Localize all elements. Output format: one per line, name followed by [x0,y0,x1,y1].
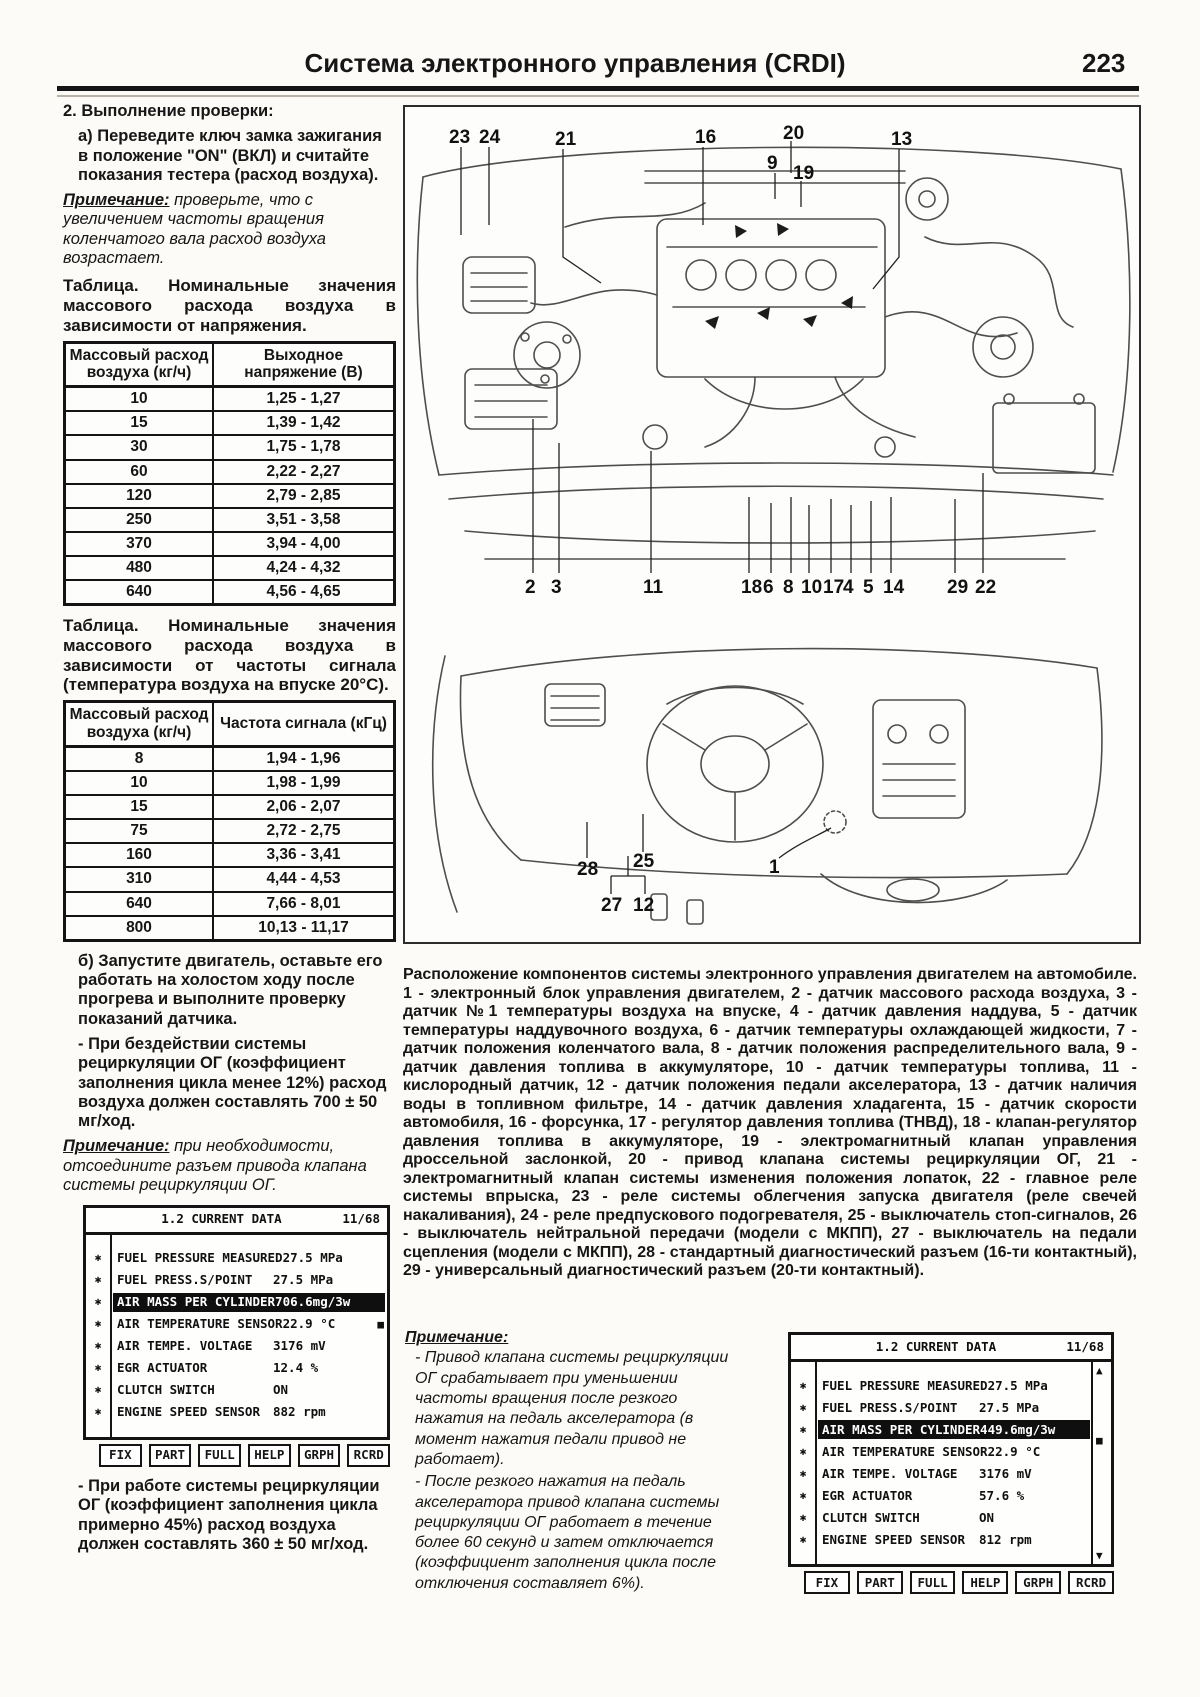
callout-number: 10 [801,577,823,598]
callout-number: 29 [947,577,969,598]
callout-number: 9 [767,153,778,174]
callout-number: 24 [479,127,501,148]
table-cell: 60 [65,460,214,484]
scan-softkey-row [99,1444,390,1467]
column-header: Массовый расход воздуха (кг/ч) [65,702,214,747]
parameter-value: ON [273,1382,289,1398]
callout-number: 21 [555,129,577,150]
scan-row-content [818,1376,1098,1395]
table-cell: 640 [65,892,214,916]
scan-data-row [791,1418,1089,1440]
table-cell: 3,94 - 4,00 [213,532,395,556]
table-cell: 2,72 - 2,75 [213,819,395,843]
softkey-fix: FIX [804,1571,850,1594]
parameter-value: 57.6 % [979,1487,1025,1503]
scan-data-row [86,1313,383,1335]
table-cell: 2,06 - 2,07 [213,795,395,819]
scan-row-content [818,1464,1089,1483]
table-header-row [65,702,395,747]
table-cell: 1,39 - 1,42 [213,411,395,435]
scroll-position-icon: ■ [377,1318,384,1332]
scan-row-content [113,1271,383,1290]
scan-data-row [791,1506,1089,1528]
callout-number: 6 [763,577,774,598]
softkey-rcrd: RCRD [347,1444,390,1467]
scan-data-row [791,1374,1089,1396]
list-divider-line [815,1362,817,1564]
table-cell: 2,79 - 2,85 [213,484,395,508]
callout-number: 12 [633,895,655,916]
scan-data-row [86,1357,383,1379]
table-row [65,532,395,556]
scan-row-content [113,1381,383,1400]
selected-marker-icon: ✱ [94,1316,102,1330]
scan-row-content [113,1315,393,1334]
parameter-value: 27.5 MPa [987,1377,1048,1393]
note-label: Примечание: [405,1329,509,1346]
parameter-name: CLUTCH SWITCH [117,1382,215,1398]
table-cell: 10 [65,771,214,795]
table-cell: 640 [65,580,214,605]
callout-number: 17 [823,577,845,598]
table-cell: 250 [65,508,214,532]
table-row [65,746,395,771]
table-cell: 1,94 - 1,96 [213,746,395,771]
left-column [63,102,396,1560]
parameter-value: 22.9 °C [987,1443,1041,1459]
table-cell: 4,24 - 4,32 [213,556,395,580]
table-row [65,771,395,795]
parameter-name: FUEL PRESSURE MEASURED [117,1250,283,1266]
note-item: - После резкого нажатия на педаль акселератора привод клапана системы рециркуляции ОГ работает в течение более 60 секунд и затем отключается (коэффициент заполнения цикла после отключения составляет 6%). [415,1473,720,1592]
scan-screen-title: 1.2 CURRENT DATA [161,1211,282,1227]
scan-row-content [113,1249,393,1268]
table-cell: 160 [65,843,214,867]
parameter-value: 449.6mg/3w [980,1421,1056,1437]
softkey-rcrd: RCRD [1068,1571,1114,1594]
table-cell: 120 [65,484,214,508]
scan-row-content [818,1442,1098,1461]
table-cell: 8 [65,746,214,771]
scan-row-content [818,1486,1089,1505]
callout-number: 25 [633,851,655,872]
selected-marker-icon: ✱ [94,1338,102,1352]
selected-marker-icon: ✱ [799,1400,807,1414]
scan-data-list [86,1235,387,1437]
softkey-part: PART [149,1444,192,1467]
table-row [65,580,395,605]
scan-screen-page-indicator: 11/68 [1066,1339,1104,1354]
scan-row-content [818,1398,1089,1417]
parameter-value: 27.5 MPa [979,1399,1040,1415]
scroll-up-icon: ▲ [1096,1364,1103,1377]
table-cell: 30 [65,435,214,459]
selected-marker-icon: ✱ [94,1404,102,1418]
table-row [65,484,395,508]
scroll-position-icon: ■ [1096,1434,1103,1447]
page-number: 223 [1082,48,1126,78]
callout-number: 18 [741,577,763,598]
parameter-name: CLUTCH SWITCH [822,1509,920,1525]
table-cell: 2,22 - 2,27 [213,460,395,484]
scan-tool-screen-left [83,1205,390,1467]
scan-data-row [86,1291,383,1313]
selected-marker-icon: ✱ [799,1378,807,1392]
callout-number: 8 [783,577,794,598]
scan-data-row [86,1401,383,1423]
table-2-title: Таблица. Номинальные значения массового расхода воздуха в зависимости от частоты сигнала (температура воздуха на впуске 20°С). [63,616,396,695]
callout-number: 20 [783,123,805,144]
parameter-name: EGR ACTUATOR [822,1487,913,1503]
table-cell: 75 [65,819,214,843]
softkey-grph: GRPH [298,1444,341,1467]
softkey-help: HELP [962,1571,1008,1594]
callout-number: 1 [769,857,780,878]
scan-row-content [113,1359,383,1378]
softkey-help: HELP [248,1444,291,1467]
table-cell: 3,36 - 3,41 [213,843,395,867]
callout-number: 22 [975,577,997,598]
table-row [65,387,395,412]
parameter-value: 27.5 MPa [282,1250,343,1266]
bullet-360: - При работе системы рециркуляции ОГ (коэффициент заполнения цикла примерно 45%) расход воздуха должен составлять 360 ± 50 мг/ход. [78,1476,380,1553]
softkey-grph: GRPH [1015,1571,1061,1594]
softkey-fix: FIX [99,1444,142,1467]
scan-softkey-row [804,1571,1114,1594]
parameter-value: 3176 mV [273,1338,326,1354]
scan-tool-screen-right [788,1332,1114,1594]
parameter-name: ENGINE SPEED SENSOR [117,1404,260,1420]
table-cell: 310 [65,867,214,891]
scan-data-list [791,1362,1111,1564]
column-header: Массовый расход воздуха (кг/ч) [65,342,214,387]
parameter-name: FUEL PRESSURE MEASURED [822,1377,988,1393]
note-item: - Привод клапана системы рециркуляции ОГ срабатывает при уменьшении частоты вращения после резкого нажатия на педаль акселератора (в момент нажатия педали привод не работает). [415,1349,729,1468]
parameter-value: ON [979,1509,995,1525]
table-cell: 800 [65,916,214,941]
callout-number: 27 [601,895,623,916]
callout-number: 14 [883,577,905,598]
column-header: Выходное напряжение (В) [213,342,395,387]
callout-number: 16 [695,127,717,148]
callout-number: 3 [551,577,562,598]
callout-number: 23 [449,127,471,148]
note-label: Примечание: [63,191,170,210]
scan-data-row [86,1335,383,1357]
callout-number: 4 [843,577,854,598]
table-cell: 3,51 - 3,58 [213,508,395,532]
table-cell: 4,56 - 4,65 [213,580,395,605]
softkey-full: FULL [198,1444,241,1467]
selected-marker-icon: ✱ [799,1422,807,1436]
table-cell: 1,98 - 1,99 [213,771,395,795]
table-cell: 1,25 - 1,27 [213,387,395,412]
scan-data-row [791,1484,1089,1506]
callout-number: 11 [643,577,664,598]
parameter-name: FUEL PRESS.S/POINT [822,1399,958,1415]
table-cell: 10 [65,387,214,412]
list-divider-line [110,1235,112,1437]
selected-marker-icon: ✱ [94,1294,102,1308]
parameter-name: ENGINE SPEED SENSOR [822,1531,965,1547]
parameter-value: 3176 mV [979,1465,1032,1481]
scan-row-content [113,1337,383,1356]
callout-number: 28 [577,859,599,880]
airflow-voltage-table [63,341,396,607]
column-header: Частота сигнала (кГц) [213,702,395,747]
selected-marker-icon: ✱ [94,1272,102,1286]
scan-screen-header [86,1208,387,1235]
parameter-value: 706.6mg/3w [275,1294,351,1310]
parameter-name: FUEL PRESS.S/POINT [117,1272,253,1288]
parameter-name: AIR MASS PER CYLINDER [822,1421,981,1437]
dashboard-diagram [405,612,1139,942]
selected-marker-icon: ✱ [94,1250,102,1264]
table-cell: 15 [65,411,214,435]
parameter-name: AIR MASS PER CYLINDER [117,1294,276,1310]
header-rule-shadow [57,95,1139,97]
table-cell: 480 [65,556,214,580]
callout-number: 13 [891,129,913,150]
scrollbar [1091,1362,1111,1564]
airflow-frequency-table [63,700,396,942]
note-2-text: при необходимости, отсоедините разъем привода клапана системы рециркуляции ОГ. [63,1137,367,1195]
table-row [65,795,395,819]
table-row [65,508,395,532]
note-label: Примечание: [63,1137,170,1156]
selected-marker-icon: ✱ [799,1444,807,1458]
scan-data-row [791,1528,1089,1550]
table-cell: 15 [65,795,214,819]
scan-row-highlighted [818,1420,1090,1439]
figure-caption: Расположение компонентов системы электронного управления двигателем на автомобиле. 1 - электронный блок управления двигателем, 2 - датчик массового расхода воздуха, 3 - датчик №1 температуры воздуха на впуске, 4 - датчик давления наддува, 5 - датчик температуры наддувочного воздуха, 6 - датчик температуры охлаждающей жидкости, 7 - датчик положения коленчатого вала, 8 - датчик положения распределительного вала, 9 - датчик давления топлива в аккумуляторе, 10 - датчик температуры топлива, 11 - кислородный датчик, 12 - датчик положения педали акселератора, 13 - датчик наличия воды в топливном фильтре, 14 - датчик давления хладагента, 15 - датчик скорости автомобиля, 16 - форсунка, 17 - регулятор давления топлива (ТНВД), 18 - клапан-регулятор давления топлива в аккумуляторе, 19 - электромагнитный клапан управления дроссельной заслонкой, 20 - привод клапана системы рециркуляции ОГ, 21 - электромагнитный клапан системы изменения положения лопаток, 22 - главное реле системы впрыска, 23 - реле системы облегчения запуска двигателя (реле свечей накаливания), 24 - реле предпускового подогревателя, 25 - выключатель стоп-сигналов, 26 - выключатель нейтральной передачи (модели с МКПП), 27 - выключатель на педали сцепления (модели с МКПП), 28 - стандартный диагностический разъем (16-ти контактный), 29 - универсальный диагностический разъем (20-ти контактный). [403,966,1137,1279]
scan-screen-header [791,1335,1111,1362]
table-row [65,460,395,484]
softkey-full: FULL [910,1571,956,1594]
selected-marker-icon: ✱ [799,1488,807,1502]
scroll-down-icon: ▼ [1096,1549,1103,1562]
parameter-name: EGR ACTUATOR [117,1360,208,1376]
parameter-value: 882 rpm [273,1404,326,1420]
parameter-name: AIR TEMPE. VOLTAGE [822,1465,958,1481]
parameter-name: AIR TEMPERATURE SENSOR [117,1316,283,1332]
scan-screen-title: 1.2 CURRENT DATA [875,1339,997,1354]
scan-data-row [86,1269,383,1291]
note-1 [63,191,396,268]
parameter-value: 812 rpm [979,1531,1032,1547]
table-cell: 10,13 - 11,17 [213,916,395,941]
selected-marker-icon: ✱ [94,1360,102,1374]
parameter-value: 27.5 MPa [273,1272,334,1288]
table-cell: 7,66 - 8,01 [213,892,395,916]
table-row [65,916,395,941]
scan-row-content [818,1508,1089,1527]
engine-bay-diagram [405,107,1139,612]
note-2 [63,1137,396,1195]
softkey-part: PART [857,1571,903,1594]
scan-data-row [791,1440,1089,1462]
scan-row-content [818,1530,1089,1549]
page-title: Система электронного управления (CRDI) [304,48,846,78]
component-location-figure [403,105,1141,944]
header-rule [57,86,1139,91]
step-2a-text: а) Переведите ключ замка зажигания в положение "ON" (ВКЛ) и считайте показания тестера (расход воздуха). [78,127,382,184]
scan-data-row [791,1396,1089,1418]
table-row [65,843,395,867]
parameter-name: AIR TEMPERATURE SENSOR [822,1443,988,1459]
parameter-name: AIR TEMPE. VOLTAGE [117,1338,253,1354]
scan-data-row [791,1462,1089,1484]
scan-row-content [113,1403,383,1422]
selected-marker-icon: ✱ [799,1466,807,1480]
table-1-title: Таблица. Номинальные значения массового расхода воздуха в зависимости от напряжения. [63,276,396,335]
scan-data-row [86,1247,383,1269]
table-row [65,819,395,843]
parameter-value: 22.9 °C [282,1316,336,1332]
parameter-value: 12.4 % [273,1360,319,1376]
step-2-heading: 2. Выполнение проверки: [63,102,274,120]
table-header-row [65,342,395,387]
selected-marker-icon: ✱ [799,1532,807,1546]
selected-marker-icon: ✱ [799,1510,807,1524]
table-row [65,556,395,580]
table-cell: 1,75 - 1,78 [213,435,395,459]
scan-row-highlighted [113,1293,385,1312]
table-row [65,411,395,435]
table-cell: 4,44 - 4,53 [213,867,395,891]
table-row [65,892,395,916]
scan-data-row [86,1379,383,1401]
callout-number: 5 [863,577,874,598]
scan-screen-page-indicator: 11/68 [342,1211,380,1227]
table-row [65,867,395,891]
table-row [65,435,395,459]
table-cell: 370 [65,532,214,556]
note-1-text: проверьте, что с увеличением частоты вращения коленчатого вала расход воздуха возрастает. [63,191,326,268]
callout-number: 2 [525,577,536,598]
selected-marker-icon: ✱ [94,1382,102,1396]
callout-number: 19 [793,163,815,184]
bottom-notes [405,1328,737,1596]
step-2b-text: б) Запустите двигатель, оставьте его работать на холостом ходу после прогрева и выполните проверку показаний датчика. [78,951,383,1028]
bullet-700: - При бездействии системы рециркуляции ОГ (коэффициент заполнения цикла менее 12%) расход воздуха должен составлять 700 ± 50 мг/ход. [78,1034,387,1131]
